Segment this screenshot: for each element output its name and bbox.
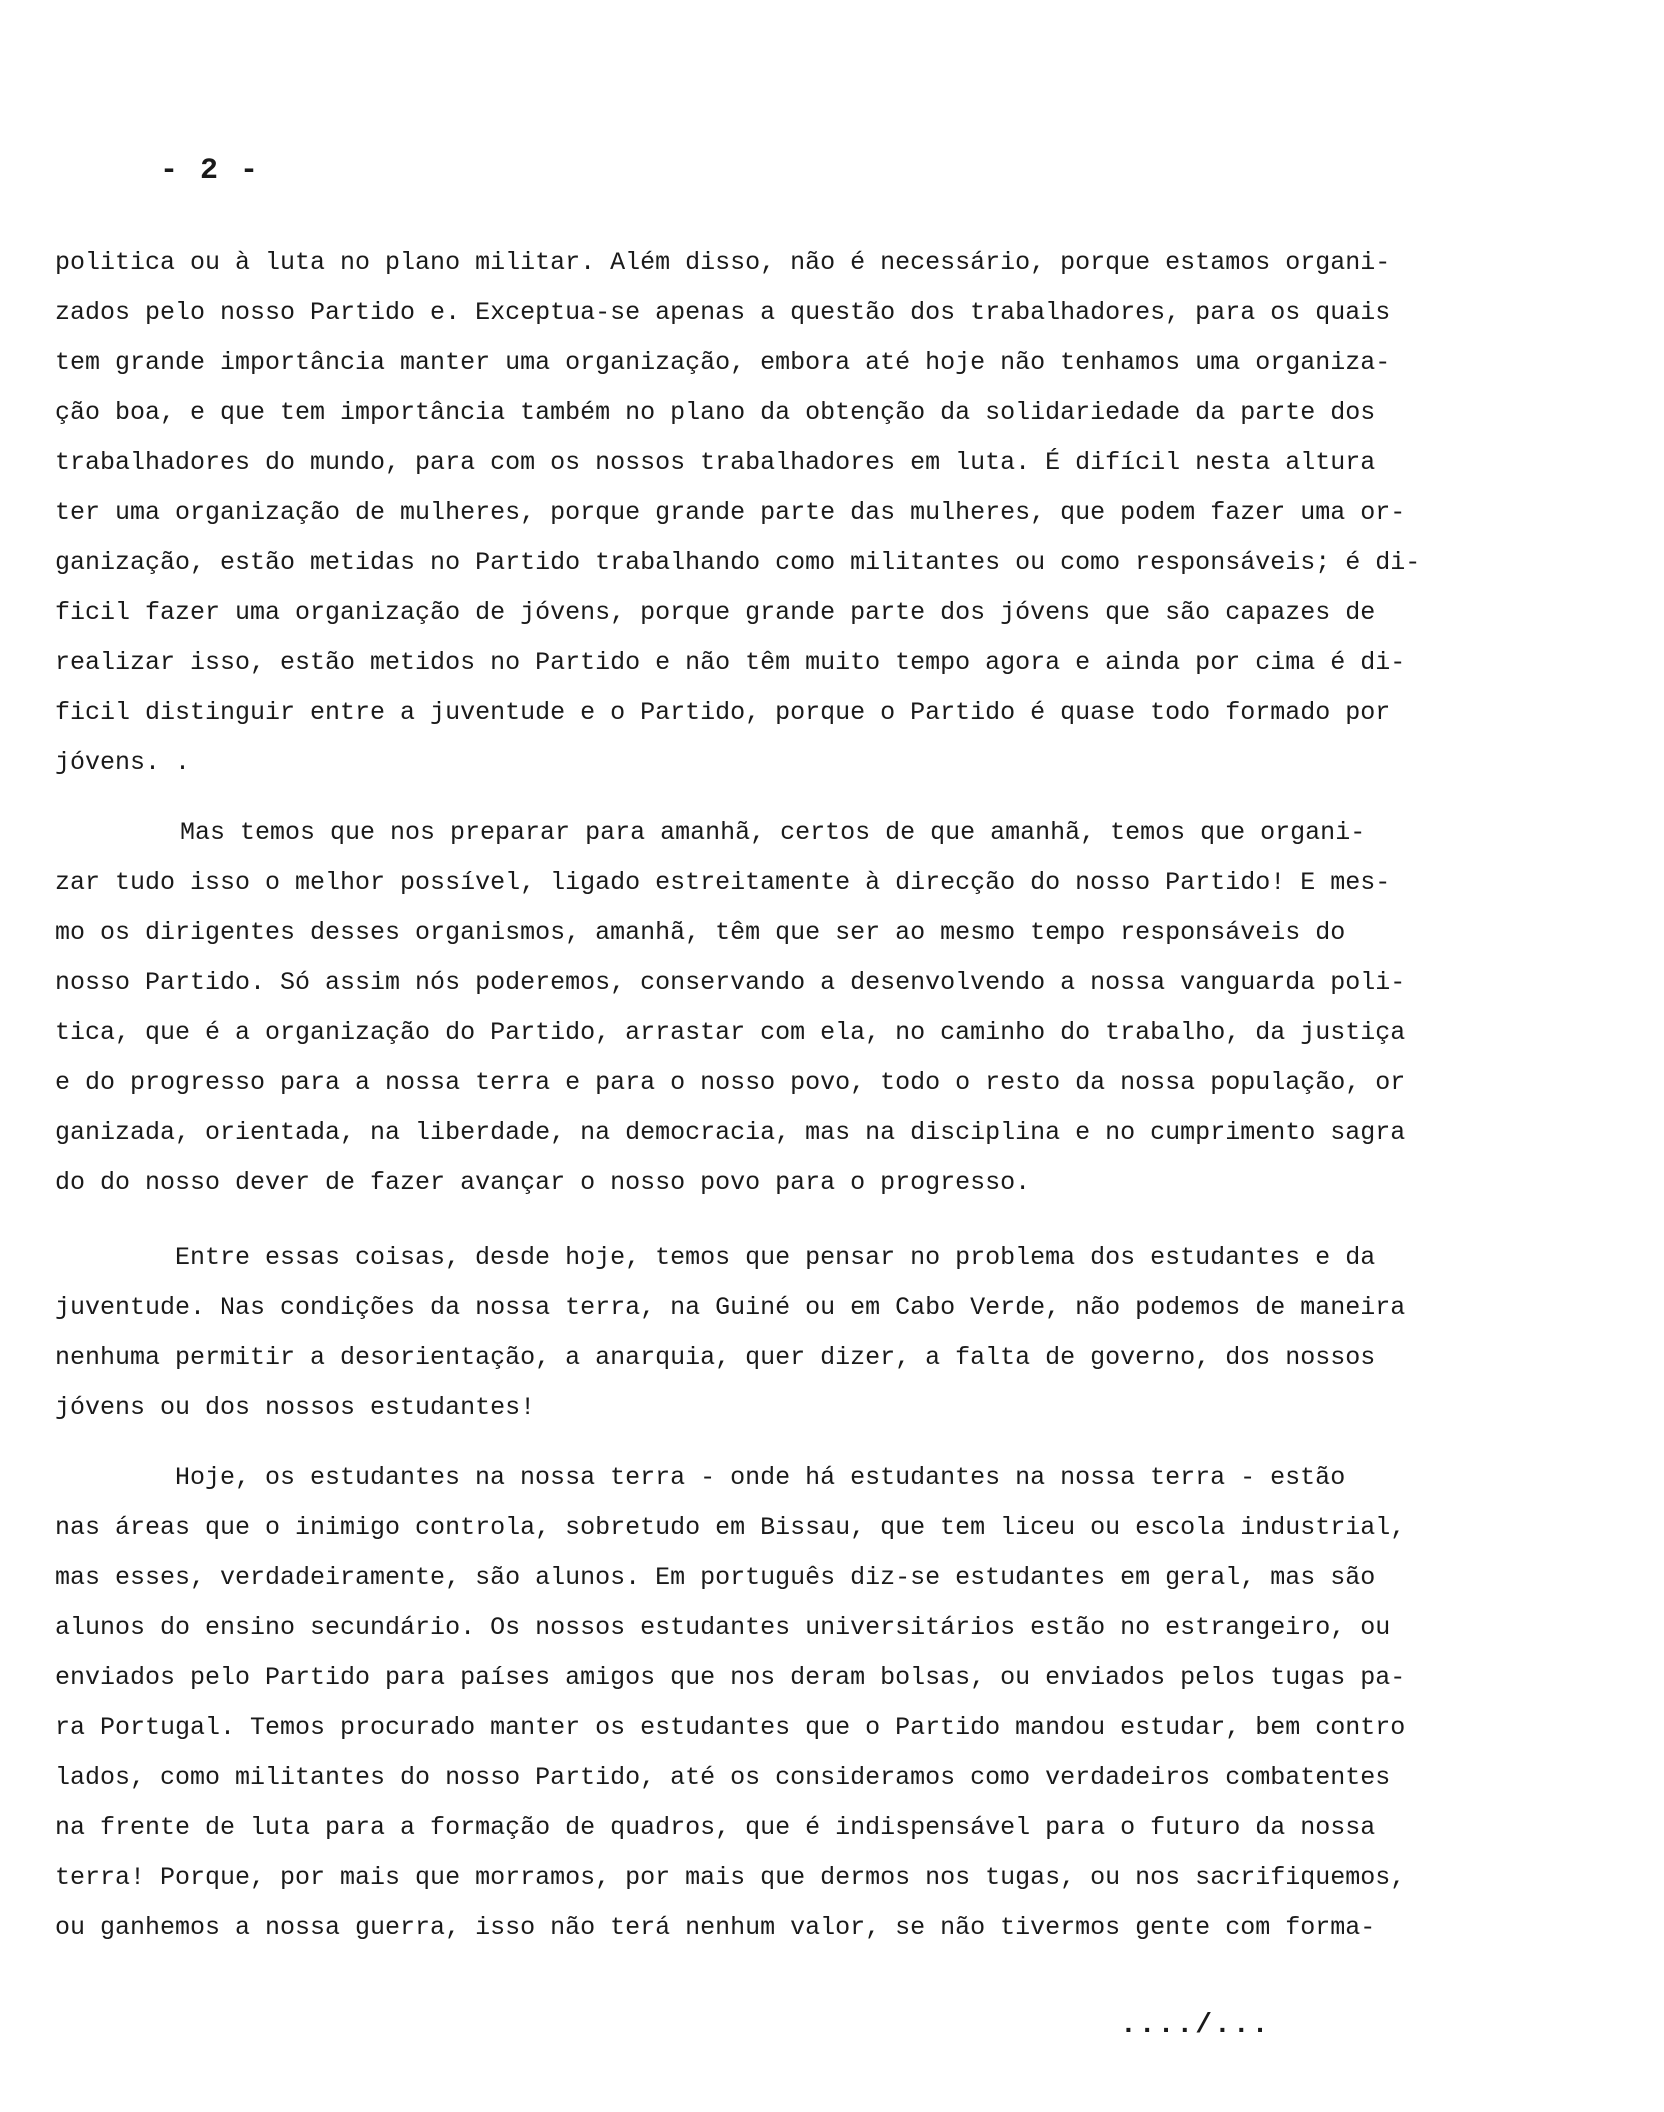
page-number: - 2 - bbox=[160, 154, 261, 188]
paragraph-1-line-6: ter uma organização de mulheres, porque grande parte das mulheres, que podem fazer uma or- bbox=[55, 498, 1406, 527]
paragraph-2-line-7: ganizada, orientada, na liberdade, na democracia, mas na disciplina e no cumprimento sagra bbox=[55, 1118, 1406, 1147]
paragraph-4-line-4: alunos do ensino secundário. Os nossos estudantes universitários estão no estrangeiro, ou bbox=[55, 1613, 1391, 1642]
paragraph-3-line-4: jóvens ou dos nossos estudantes! bbox=[55, 1393, 536, 1422]
paragraph-3-line-3: nenhuma permitir a desorientação, a anarquia, quer dizer, a falta de governo, dos nossos bbox=[55, 1343, 1376, 1372]
paragraph-1-line-7: ganização, estão metidas no Partido trabalhando como militantes ou como responsáveis; é di- bbox=[55, 548, 1421, 577]
paragraph-1-line-11: jóvens. . bbox=[55, 748, 191, 777]
paragraph-1-line-1: politica ou à luta no plano militar. Além disso, não é necessário, porque estamos organi- bbox=[55, 248, 1391, 277]
paragraph-2-line-6: e do progresso para a nossa terra e para o nosso povo, todo o resto da nossa população, or bbox=[55, 1068, 1406, 1097]
paragraph-1-line-10: ficil distinguir entre a juventude e o Partido, porque o Partido é quase todo formado por bbox=[55, 698, 1391, 727]
paragraph-1-line-4: ção boa, e que tem importância também no plano da obtenção da solidariedade da parte dos bbox=[55, 398, 1376, 427]
paragraph-4-line-5: enviados pelo Partido para países amigos que nos deram bolsas, ou enviados pelos tugas pa- bbox=[55, 1663, 1406, 1692]
paragraph-3-line-2: juventude. Nas condições da nossa terra, na Guiné ou em Cabo Verde, não podemos de maneira bbox=[55, 1293, 1406, 1322]
paragraph-2-line-4: nosso Partido. Só assim nós poderemos, conservando a desenvolvendo a nossa vanguarda poli- bbox=[55, 968, 1406, 997]
paragraph-4-line-10: ou ganhemos a nossa guerra, isso não terá nenhum valor, se não tivermos gente com forma- bbox=[55, 1913, 1376, 1942]
paragraph-4-line-1: Hoje, os estudantes na nossa terra - onde há estudantes na nossa terra - estão bbox=[175, 1463, 1346, 1492]
paragraph-2-line-8: do do nosso dever de fazer avançar o nosso povo para o progresso. bbox=[55, 1168, 1031, 1197]
continuation-mark: ..../... bbox=[1120, 2010, 1271, 2041]
paragraph-2-line-1: Mas temos que nos preparar para amanhã, certos de que amanhã, temos que organi- bbox=[180, 818, 1366, 847]
paragraph-4-line-6: ra Portugal. Temos procurado manter os estudantes que o Partido mandou estudar, bem contro bbox=[55, 1713, 1406, 1742]
paragraph-1-line-9: realizar isso, estão metidos no Partido e não têm muito tempo agora e ainda por cima é di- bbox=[55, 648, 1406, 677]
paragraph-4-line-3: mas esses, verdadeiramente, são alunos. Em português diz-se estudantes em geral, mas são bbox=[55, 1563, 1376, 1592]
paragraph-1-line-3: tem grande importância manter uma organização, embora até hoje não tenhamos uma organiza- bbox=[55, 348, 1391, 377]
paragraph-2-line-2: zar tudo isso o melhor possível, ligado estreitamente à direcção do nosso Partido! E mes- bbox=[55, 868, 1391, 897]
paragraph-2-line-5: tica, que é a organização do Partido, arrastar com ela, no caminho do trabalho, da justiça bbox=[55, 1018, 1406, 1047]
paragraph-4-line-8: na frente de luta para a formação de quadros, que é indispensável para o futuro da nossa bbox=[55, 1813, 1376, 1842]
paragraph-4-line-2: nas áreas que o inimigo controla, sobretudo em Bissau, que tem liceu ou escola industrial, bbox=[55, 1513, 1406, 1542]
paragraph-2-line-3: mo os dirigentes desses organismos, amanhã, têm que ser ao mesmo tempo responsáveis do bbox=[55, 918, 1346, 947]
paragraph-1-line-8: ficil fazer uma organização de jóvens, porque grande parte dos jóvens que são capazes de bbox=[55, 598, 1376, 627]
paragraph-3-line-1: Entre essas coisas, desde hoje, temos que pensar no problema dos estudantes e da bbox=[175, 1243, 1376, 1272]
paragraph-4-line-7: lados, como militantes do nosso Partido, até os consideramos como verdadeiros combatentes bbox=[55, 1763, 1391, 1792]
paragraph-1-line-2: zados pelo nosso Partido e. Exceptua-se apenas a questão dos trabalhadores, para os quais bbox=[55, 298, 1391, 327]
paragraph-1-line-5: trabalhadores do mundo, para com os nossos trabalhadores em luta. É difícil nesta altura bbox=[55, 448, 1376, 477]
paragraph-4-line-9: terra! Porque, por mais que morramos, por mais que dermos nos tugas, ou nos sacrifiquemos, bbox=[55, 1863, 1406, 1892]
